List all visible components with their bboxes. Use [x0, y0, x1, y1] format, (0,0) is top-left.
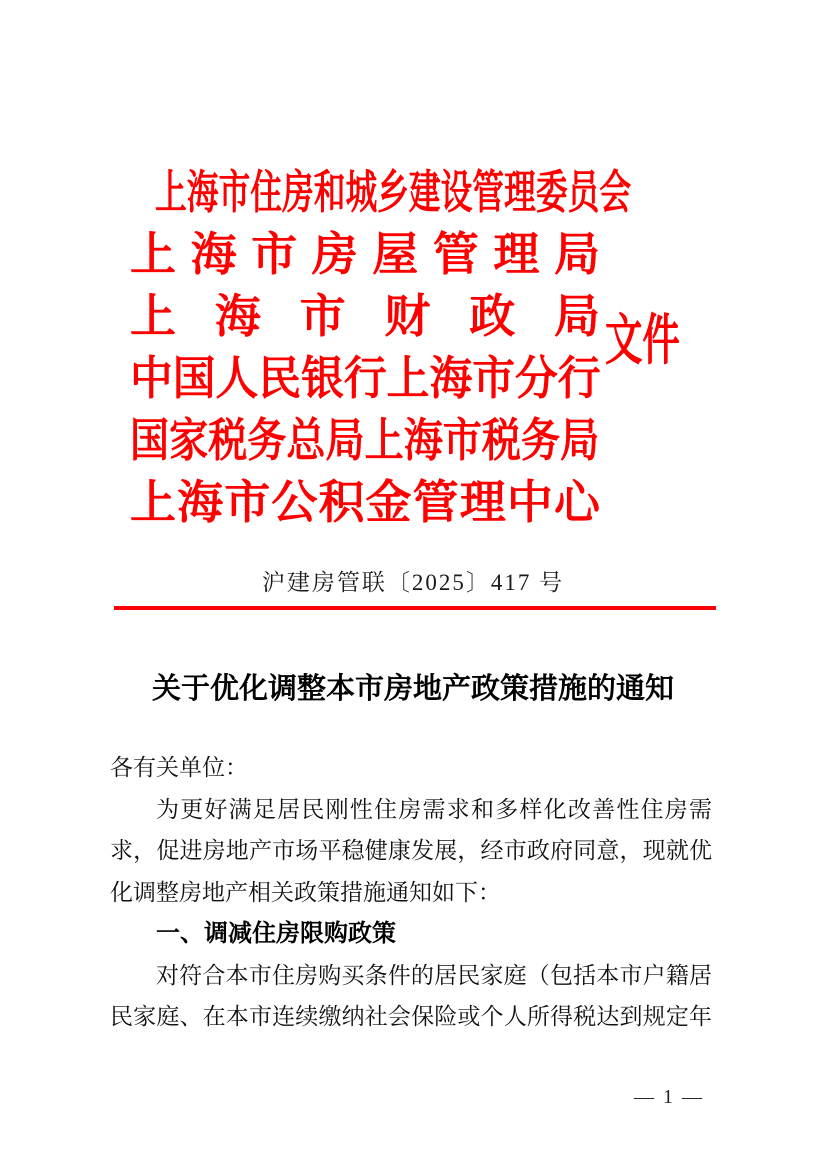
agency-line: 中国人民银行上海市分行: [130, 353, 601, 404]
document-body: [110, 747, 712, 1038]
body-line: 对符合本市住房购买条件的居民家庭（包括本市户籍居: [156, 962, 712, 988]
document-number: 沪建房管联〔2025〕417 号: [261, 570, 565, 595]
file-label: 文件: [605, 310, 680, 371]
body-line: 民家庭、在本市连续缴纳社会保险或个人所得税达到规定年: [110, 1004, 712, 1029]
section-heading: 一、调减住房限购政策: [156, 920, 396, 947]
red-separator-rule: [114, 606, 716, 610]
red-header-agency-block: [130, 162, 632, 534]
body-line: 化调整房地产相关政策措施通知如下：: [110, 879, 501, 905]
document-title: 关于优化调整本市房地产政策措施的通知: [151, 673, 674, 705]
agency-line: 上海市住房和城乡建设管理委员会: [155, 167, 632, 218]
agency-line: 国家税务总局上海市税务局: [130, 415, 600, 466]
page-number: — 1 —: [634, 1086, 704, 1108]
agency-line: 上海市公积金管理中心: [130, 477, 600, 528]
agency-line: 上海市财政局: [130, 291, 600, 342]
agency-line: 上海市房屋管理局: [130, 229, 600, 280]
body-line: 为更好满足居民刚性住房需求和多样化改善性住房需: [156, 796, 712, 822]
salutation-line: 各有关单位：: [110, 755, 248, 780]
body-line: 求，促进房地产市场平稳健康发展，经市政府同意，现就优: [110, 838, 712, 863]
